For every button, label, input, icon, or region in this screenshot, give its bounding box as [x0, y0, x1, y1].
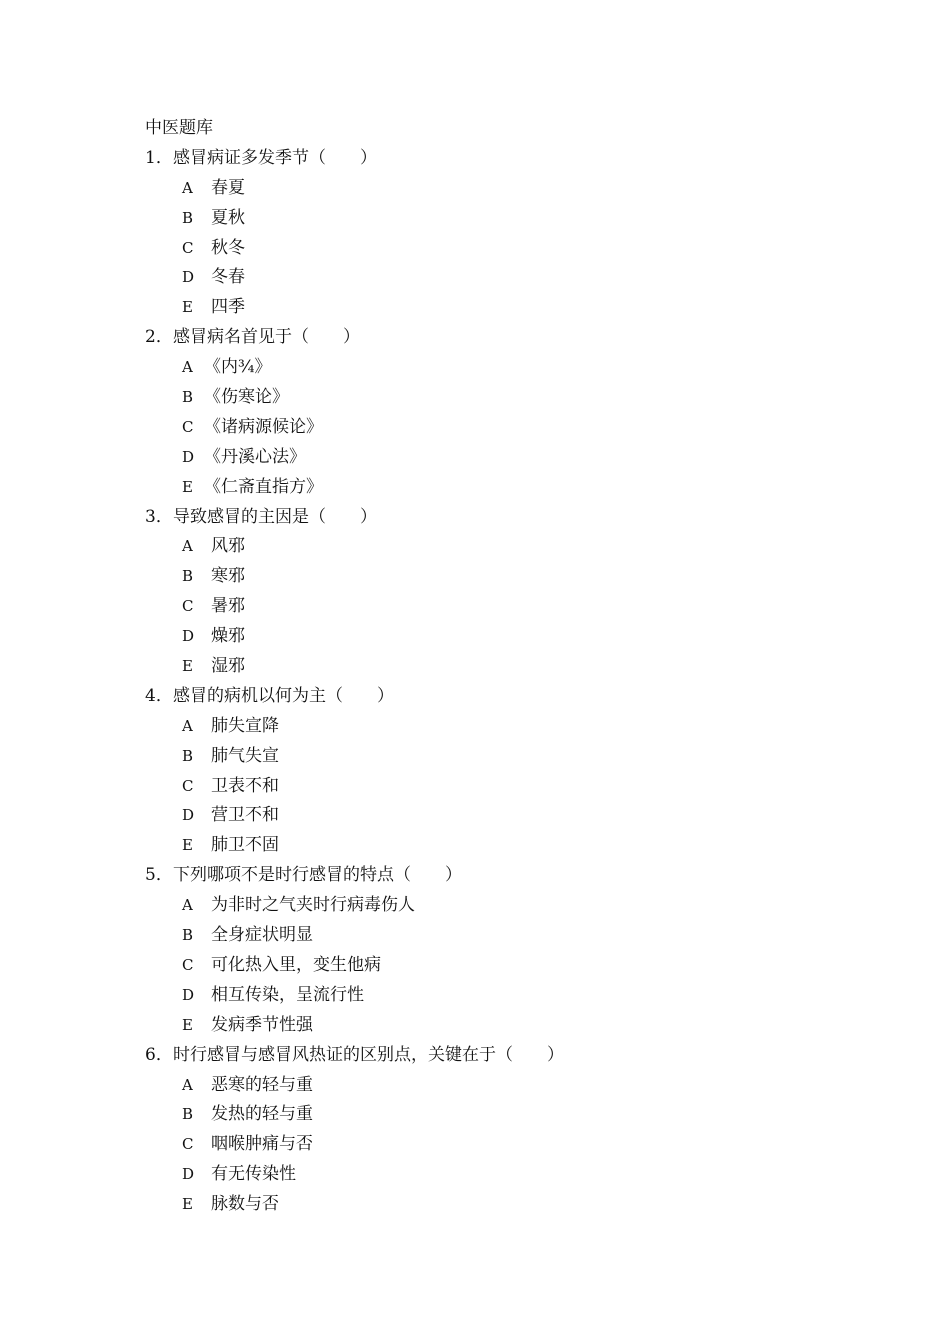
question-2	[145, 323, 845, 353]
option-letter: B	[182, 746, 194, 765]
option-4-b	[145, 742, 845, 772]
option-letter: B	[182, 208, 194, 227]
option-letter: B	[182, 388, 194, 407]
option-letter: B	[182, 926, 194, 945]
option-5-c	[145, 951, 845, 981]
option-text: 冬春	[211, 267, 245, 288]
option-text: 卫表不和	[211, 775, 279, 796]
option-text: 秋冬	[211, 237, 245, 258]
option-letter: A	[182, 896, 193, 915]
question-text: 感冒病名首见于（ ）	[173, 327, 360, 348]
question-5	[145, 861, 845, 891]
option-text: 相互传染，呈流行性	[211, 984, 364, 1005]
option-letter: D	[182, 985, 195, 1004]
option-letter: A	[182, 178, 193, 197]
question-text: 导致感冒的主因是（ ）	[173, 506, 377, 527]
option-1-e	[145, 293, 845, 323]
option-2-c	[145, 413, 845, 443]
option-1-b	[145, 204, 845, 234]
option-3-b	[145, 562, 845, 592]
option-1-a	[145, 174, 845, 204]
option-text: 《诸病源候论》	[204, 416, 323, 437]
option-letter: A	[182, 537, 193, 556]
option-letter: A	[182, 358, 193, 377]
option-text: 营卫不和	[211, 805, 279, 826]
option-6-a	[145, 1071, 845, 1101]
option-text: 《仁斋直指方》	[204, 476, 323, 497]
option-text: 肺失宣降	[211, 715, 279, 736]
option-text: 风邪	[211, 536, 245, 557]
option-text: 《内¾》	[204, 357, 272, 378]
option-6-d	[145, 1160, 845, 1190]
option-6-e	[145, 1190, 845, 1220]
option-3-d	[145, 622, 845, 652]
question-number: 1．	[145, 147, 173, 168]
option-2-e	[145, 473, 845, 503]
option-letter: C	[182, 1135, 194, 1154]
question-1	[145, 144, 845, 174]
option-letter: C	[182, 238, 194, 257]
option-letter: B	[182, 567, 194, 586]
option-letter: A	[182, 1075, 193, 1094]
question-number: 6．	[145, 1044, 173, 1065]
option-4-a	[145, 712, 845, 742]
question-text: 感冒病证多发季节（ ）	[173, 147, 377, 168]
option-letter: C	[182, 776, 194, 795]
option-6-c	[145, 1130, 845, 1160]
option-text: 四季	[211, 297, 245, 318]
option-3-e	[145, 652, 845, 682]
option-text: 湿邪	[211, 656, 245, 677]
question-text: 时行感冒与感冒风热证的区别点，关键在于（ ）	[173, 1044, 564, 1065]
option-letter: C	[182, 417, 194, 436]
option-4-e	[145, 831, 845, 861]
option-letter: C	[182, 597, 194, 616]
option-letter: D	[182, 447, 195, 466]
option-4-c	[145, 772, 845, 802]
question-3	[145, 503, 845, 533]
option-text: 春夏	[211, 177, 245, 198]
option-text: 暑邪	[211, 596, 245, 617]
option-4-d	[145, 801, 845, 831]
option-text: 恶寒的轻与重	[211, 1074, 313, 1095]
option-text: 有无传染性	[211, 1164, 296, 1185]
question-list	[145, 144, 845, 1220]
question-number: 3．	[145, 506, 173, 527]
option-letter: E	[182, 298, 193, 317]
question-text: 感冒的病机以何为主（ ）	[173, 685, 394, 706]
option-text: 《丹溪心法》	[204, 446, 306, 467]
option-5-a	[145, 891, 845, 921]
option-2-a	[145, 353, 845, 383]
option-6-b	[145, 1100, 845, 1130]
option-text: 全身症状明显	[211, 925, 313, 946]
option-1-c	[145, 234, 845, 264]
question-text: 下列哪项不是时行感冒的特点（ ）	[173, 865, 462, 886]
option-text: 夏秋	[211, 207, 245, 228]
option-letter: E	[182, 657, 193, 676]
doc-title: 中医题库	[145, 118, 213, 138]
option-text: 燥邪	[211, 626, 245, 647]
option-letter: A	[182, 716, 193, 735]
option-text: 发热的轻与重	[211, 1104, 313, 1125]
option-letter: C	[182, 955, 194, 974]
question-number: 4．	[145, 685, 173, 706]
option-letter: B	[182, 1105, 194, 1124]
option-text: 脉数与否	[211, 1194, 279, 1215]
option-text: 肺气失宣	[211, 745, 279, 766]
option-text: 《伤寒论》	[204, 387, 289, 408]
option-text: 咽喉肿痛与否	[211, 1134, 313, 1155]
option-3-a	[145, 532, 845, 562]
option-letter: E	[182, 1015, 193, 1034]
question-4	[145, 682, 845, 712]
option-letter: D	[182, 1165, 195, 1184]
option-letter: D	[182, 268, 195, 287]
option-letter: E	[182, 1195, 193, 1214]
option-letter: E	[182, 836, 193, 855]
option-text: 可化热入里，变生他病	[211, 954, 381, 975]
option-text: 肺卫不固	[211, 835, 279, 856]
option-letter: D	[182, 627, 195, 646]
option-3-c	[145, 592, 845, 622]
option-1-d	[145, 263, 845, 293]
option-letter: E	[182, 477, 193, 496]
question-number: 2．	[145, 327, 173, 348]
question-number: 5．	[145, 865, 173, 886]
option-letter: D	[182, 806, 195, 825]
option-5-b	[145, 921, 845, 951]
option-text: 寒邪	[211, 566, 245, 587]
option-text: 为非时之气夹时行病毒伤人	[211, 895, 415, 916]
question-6	[145, 1041, 845, 1071]
option-2-d	[145, 443, 845, 473]
option-5-e	[145, 1011, 845, 1041]
option-5-d	[145, 981, 845, 1011]
option-text: 发病季节性强	[211, 1014, 313, 1035]
option-2-b	[145, 383, 845, 413]
document-body	[145, 114, 845, 1220]
